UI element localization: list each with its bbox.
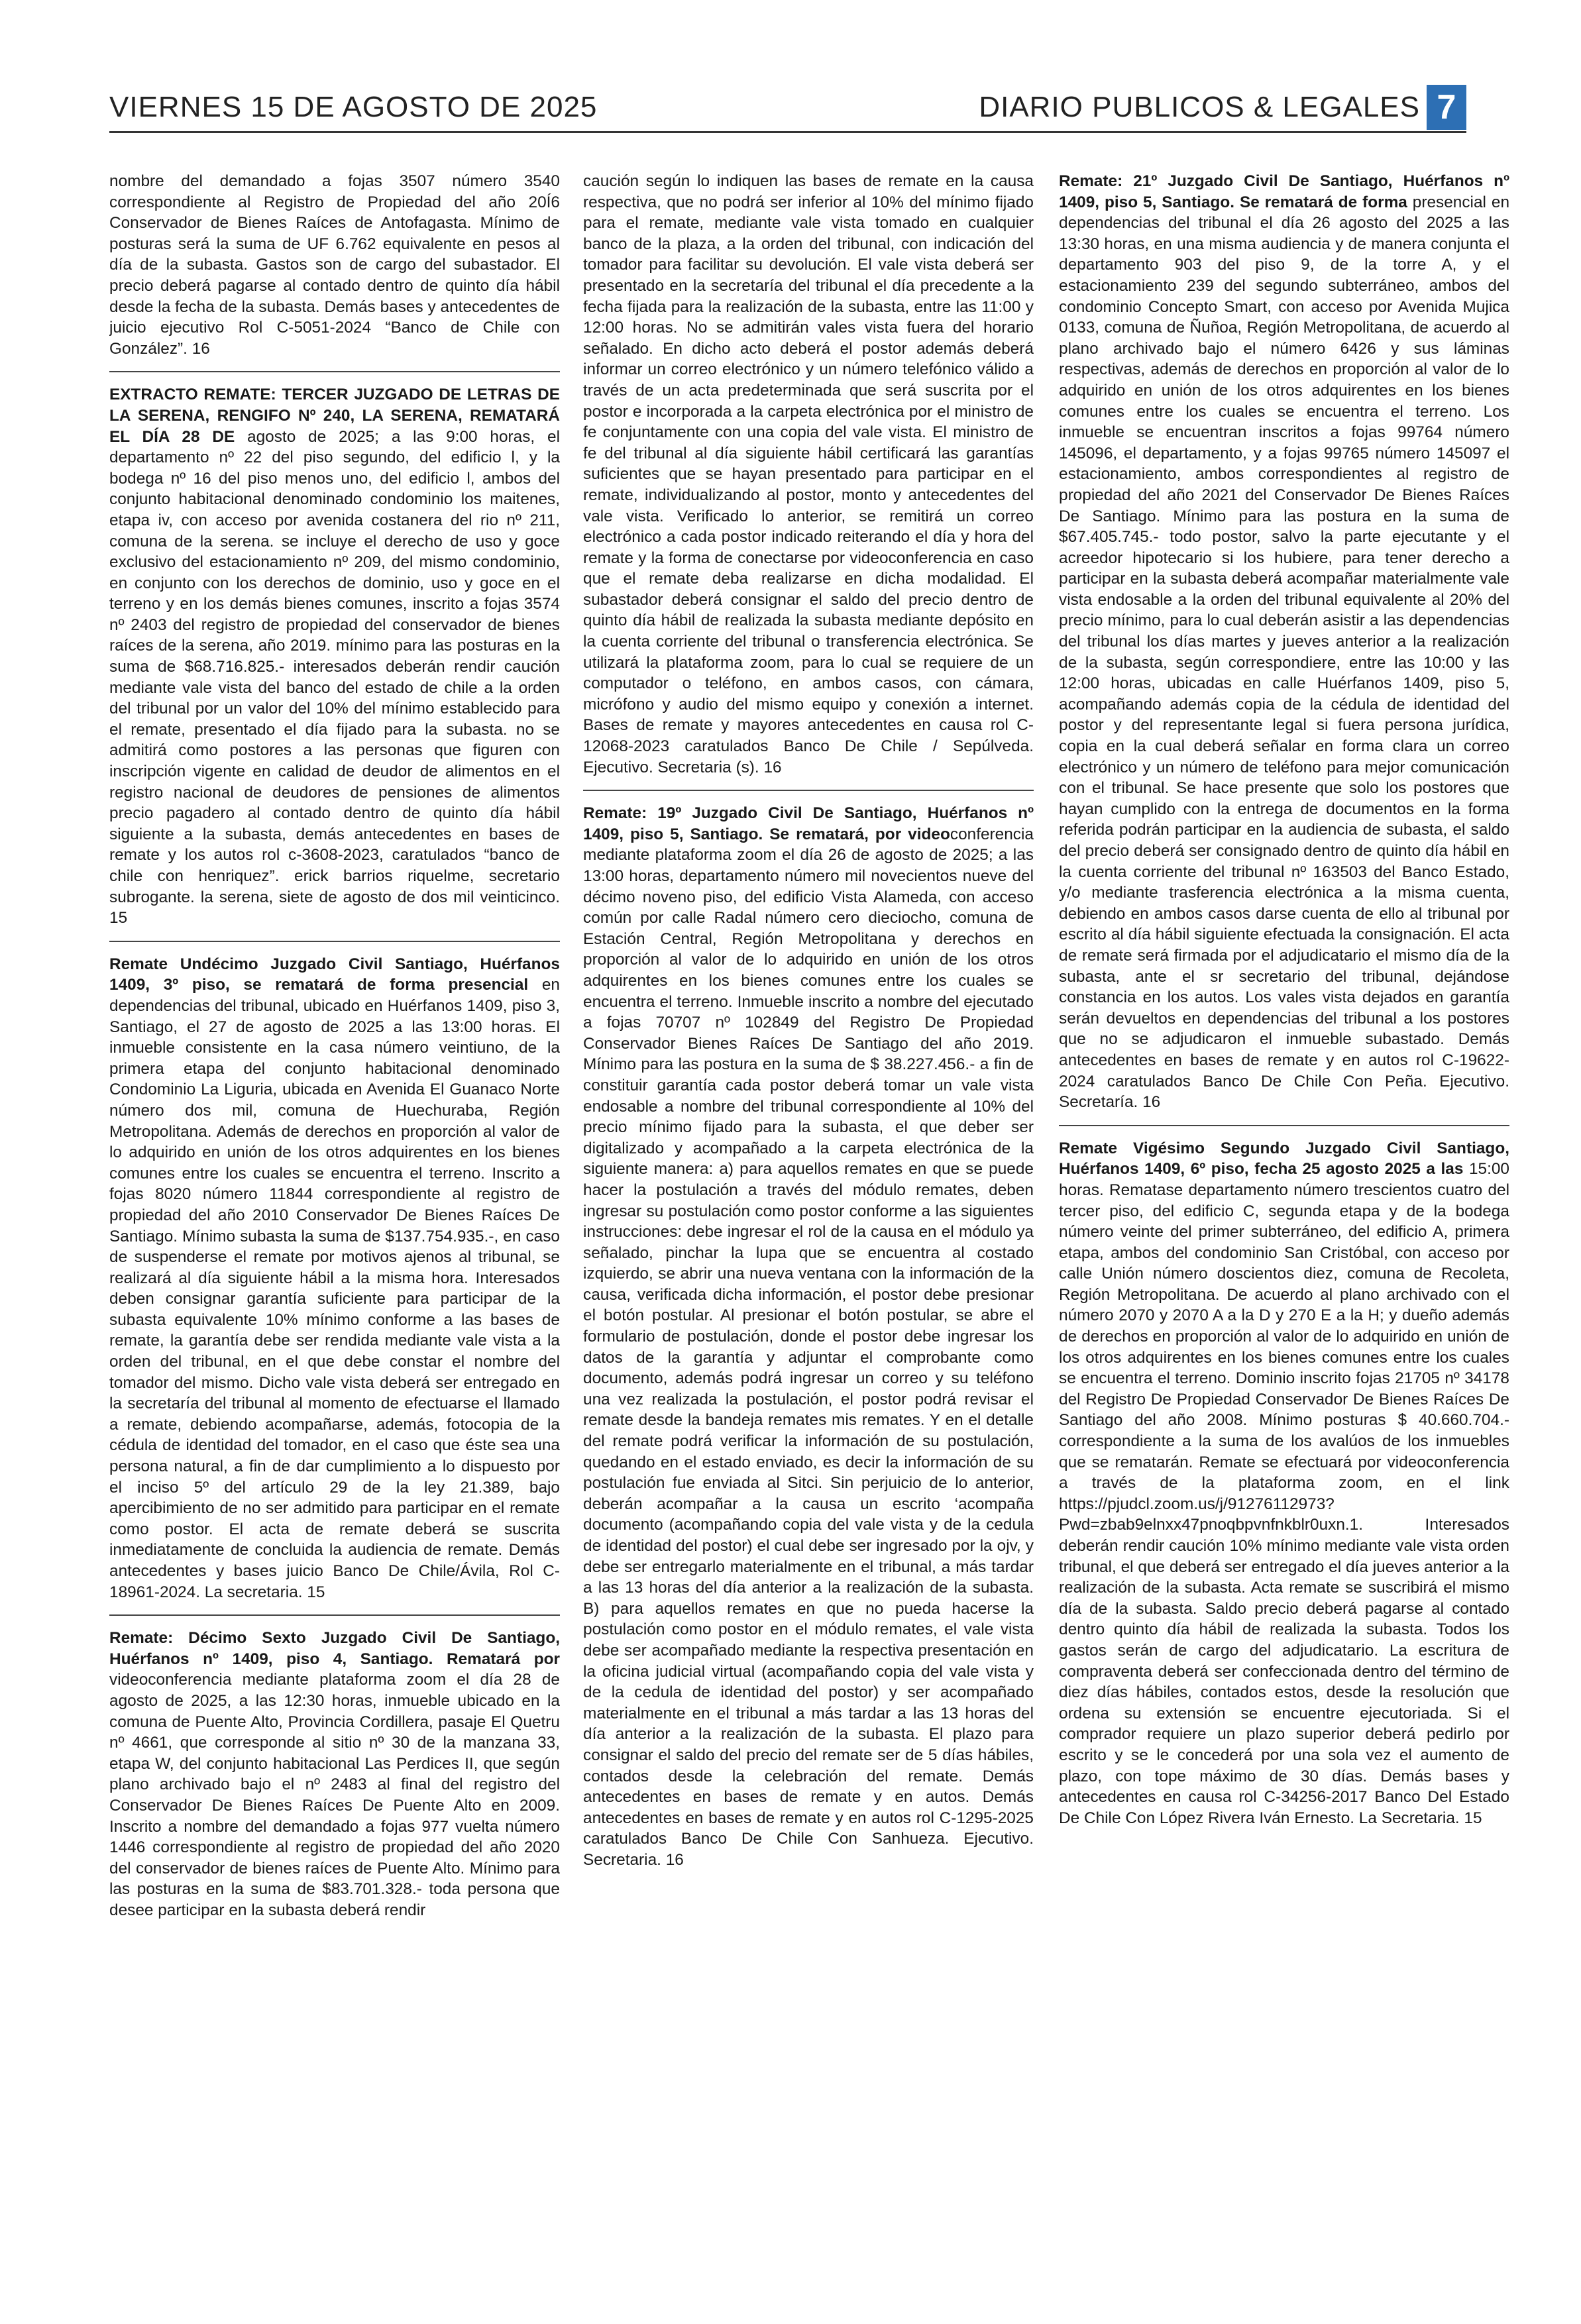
notice-heading: Remate: Décimo Sexto Juzgado Civil De Santiago, Huérfanos nº 1409, piso 4, Santiago. Rematará por [109, 1629, 560, 1668]
page-header [109, 85, 1466, 130]
notice [1059, 171, 1509, 1113]
notice-divider [1059, 1125, 1509, 1126]
notice [109, 384, 560, 928]
notice-heading: Remate Undécimo Juzgado Civil Santiago, Huérfanos 1409, 3º piso, se rematará de forma presencial [109, 955, 560, 994]
notice-body: agosto de 2025; a las 9:00 horas, el departamento nº 22 del piso segundo, del edificio l, y la bodega nº 16 del piso menos uno, del edificio l, ambos del conjunto habitacional denominado condominio los maitenes, etapa iv, con acceso por avenida costanera del rio nº 211, comuna de la serena. se incluye el derecho de uso y goce exclusivo del estacionamiento nº 209, del mismo condominio, en conjunto con los derechos de dominio, uso y goce en el terreno y en los demás bienes comunes, inscrito a fojas 3574 nº 2403 del registro de propiedad del conservador de bienes raíces de la serena, año 2019. mínimo para las posturas en la suma de $68.716.825.- interesados deberán rendir caución mediante vale vista del banco del estado de chile a la orden del tribunal por un valor del 10% del mínimo establecido para el remate, presentado el día fijado para la subasta. no se admitirá como postores a las personas que figuren con inscripción vigente en calidad de deudor de alimentos en el registro nacional de deudores de pensiones de alimentos precio pagadero al contado dentro de quinto día hábil siguiente a la subasta, demás antecedentes en bases de remate y los autos rol c-3608-2023, caratulados “banco de chile con henriquez”. erick barrios riquelme, secretario subrogante. la serena, siete de agosto de dos mil veinticinco. 15 [109, 427, 560, 927]
notice [583, 803, 1034, 1870]
publication-name: DIARIO PUBLICOS & LEGALES [979, 91, 1420, 123]
notice-divider [109, 371, 560, 372]
notice-heading: Remate Vigésimo Segundo Juzgado Civil Santiago, Huérfanos 1409, 6º piso, fecha 25 agosto 2025 a las [1059, 1139, 1509, 1179]
notice-body: nombre del demandado a fojas 3507 número 3540 correspondiente al Registro de Propiedad del año 20Í6 Conservador de Bienes Raíces de Antofagasta. Mínimo de posturas será la suma de UF 6.762 equivalente en pesos al día de la subasta. Gastos son de cargo del subastador. El precio deberá pagarse al contado dentro de quinto día hábil desde la fecha de la subasta. Demás bases y antecedentes de juicio ejecutivo Rol C-5051-2024 “Banco de Chile con González”. 16 [109, 172, 560, 358]
column-2 [583, 171, 1034, 2298]
notice [1059, 1138, 1509, 1829]
notice-divider [109, 1614, 560, 1616]
notice-heading: Remate: 21º Juzgado Civil De Santiago, Huérfanos nº 1409, piso 5, Santiago. Se rematará de forma [1059, 172, 1509, 211]
column-3 [1059, 171, 1509, 2298]
notice-continued [583, 171, 1034, 778]
issue-date: VIERNES 15 DE AGOSTO DE 2025 [109, 91, 598, 123]
notice-heading: EXTRACTO REMATE: TERCER JUZGADO DE LETRAS DE LA SERENA, RENGIFO Nº 240, LA SERENA, REMATARÁ EL DÍA 28 DE [109, 386, 560, 446]
notice-body: 15:00 horas. Rematase departamento número trescientos cuatro del tercer piso, del edificio C, segunda etapa y de la bodega número veinte del primer subterráneo, del edificio A, primera etapa, ambos del condominio San Cristóbal, con acceso por calle Unión número doscientos diez, comuna de Recoleta, Región Metropolitana. De acuerdo al plano archivado con el número 2070 y 2070 A a la D y 270 E a la H; y dueño además de derechos en proporción al valor de lo adquirido en unión de los otros adquirentes en los bienes comunes entre los cuales se encuentra el terreno. Dominio inscrito fojas 21705 nº 34178 del Registro De Propiedad Conservador De Bienes Raíces De Santiago del año 2008. Mínimo posturas $ 40.660.704.- correspondiente a la suma de los avalúos de los inmuebles que se rematarán. Remate se efectuará por videoconferencia a través de la plataforma zoom, en el link https://pjudcl.zoom.us/j/91276112973?Pwd=zbab9elnxx47pnoqbpvnfnkblr0uxn.1. Interesados deberán rendir caución 10% mínimo mediante vale vista orden tribunal, el que deberá ser entregado el día jueves anterior a la realización de la subasta. Acta remate se suscribirá el mismo día de la subasta. Saldo precio deberá pagarse al contado dentro quinto día hábil de realizada la subasta. Todos los gastos serán de cargo del adjudicatario. La escritura de compraventa deberá ser confeccionada dentro del término de diez días hábiles, contados estos, desde la resolución que ordena su extensión se encuentre ejecutoriada. Si el comprador requiere un plazo superior deberá pedirlo por escrito y se le concederá por una sola vez el aumento de plazo, con tope máximo de 30 días. Demás bases y antecedentes en causa rol C-34256-2017 Banco Del Estado De Chile Con López Rivera Iván Ernesto. La Secretaria. 15 [1059, 1160, 1509, 1827]
notice-divider [583, 790, 1034, 791]
header-rule [109, 131, 1466, 133]
notice-body: en dependencias del tribunal, ubicado en Huérfanos 1409, piso 3, Santiago, el 27 de agosto de 2025 a las 13:00 horas. El inmueble consistente en la casa número veintiuno, de la primera etapa del conjunto habitacional denominado Condominio La Liguria, ubicada en Avenida El Guanaco Norte número dos mil, comuna de Huechuraba, Región Metropolitana. Además de derechos en proporción al valor de lo adquirido en unión de los otros adquirentes en los bienes comunes entre los cuales se encuentra el terreno. Inscrito a fojas 8020 número 11844 correspondiente al registro de propiedad del año 2010 Conservador De Bienes Raíces De Santiago. Mínimo subasta la suma de $137.754.935.-, en caso de suspenderse el remate por motivos ajenos al tribunal, se realizará al día siguiente hábil a la misma hora. Interesados deben consignar garantía suficiente para participar de la subasta equivalente 10% mínimo conforme a las bases de remate, la garantía debe ser rendida mediante vale vista a la orden del tribunal, en el que debe constar el nombre del tomador del mismo. Dicho vale vista deberá ser entregado en la secretaría del tribunal al momento de efectuarse el llamado a remate, debiendo acompañarse, además, fotocopia de la cédula de identidad del tomador, en el caso que éste sea una persona natural, a fin de dar cumplimiento a lo dispuesto por el inciso 5º del artículo 29 de la ley 21.389, bajo apercibimiento de no ser admitido para participar en el remate como postor. El acta de remate deberá se suscrita inmediatamente de concluida la audiencia de remate. Demás antecedentes y bases juicio Banco De Chile/Ávila, Rol C-18961-2024. La secretaria. 15 [109, 976, 560, 1601]
column-1 [109, 171, 560, 2298]
notice-heading: Remate: 19º Juzgado Civil De Santiago, Huérfanos nº 1409, piso 5, Santiago. Se rematará, por video [583, 804, 1034, 843]
notice-body: presencial en dependencias del tribunal el día 26 agosto del 2025 a las 13:30 horas, en una misma audiencia y de manera conjunta el departamento 903 del piso 9, de la torre A, y el estacionamiento 239 del segundo subterráneo, ambos del condominio Concepto Smart, con acceso por Avenida Mujica 0133, comuna de Ñuñoa, Región Metropolitana, de acuerdo al plano archivado bajo el número 6426 y sus láminas respectivas, además de derechos en proporción al valor de lo adquirido en unión de los otros adquirentes en los bienes comunes entre los cuales se encuentra el terreno. Los inmueble se encuentran inscritos a fojas 99764 número 145096, el departamento, y a fojas 99765 número 145097 el estacionamiento, ambos correspondientes al registro de propiedad del año 2021 del Conservador De Bienes Raíces De Santiago. Mínimo para las postura en la suma de $67.405.745.- todo postor, salvo la parte ejecutante y el acreedor hipotecario si los hubiere, para tener derecho a participar en la subasta deberá acompañar materialmente vale vista endosable a la orden del tribunal equivalente al 20% del precio mínimo, para lo cual deberán asistir a las dependencias del tribunal los días martes y jueves anterior a la realización de la subasta, según correspondiere, entre las 10:00 y las 12:00 horas, ubicadas en calle Huérfanos 1409, piso 5, acompañando además copia de la cédula de identidad del postor y del representante legal si fuera persona jurídica, copia en la cual deberá señalar en forma clara un correo electrónico y un número de teléfono para mejor comunicación con el tribunal. Se hace presente que solo los postores que hayan cumplido con la entrega de documentos en la forma referida podrán participar en la audiencia de subasta, el saldo del precio deberá ser consignado dentro de quinto día hábil en la cuenta corriente del tribunal nº 163503 del Banco Estado, y/o mediante trasferencia electrónica a la misma cuenta, debiendo en ambos casos darse cuenta de ello al tribunal por escrito al día hábil siguiente efectuada la consignación. El acta de remate será firmada por el adjudicatario el mismo día de la subasta, ante el sr secretario del tribunal, dejándose constancia en los autos. Los vales vista dejados en garantía serán devueltos en dependencias del tribunal a los postores que no se adjudicaron el inmueble subastado. Demás antecedentes en bases de remate y en autos rol C-19622-2024 caratulados Banco De Chile Con Peña. Ejecutivo. Secretaría. 16 [1059, 193, 1509, 1112]
notice [109, 1628, 560, 1921]
notice-body: conferencia mediante plataforma zoom el día 26 de agosto de 2025; a las 13:00 horas, departamento número mil novecientos nueve del décimo noveno piso, del edificio Vista Alameda, con acceso común por calle Radal número cero dieciocho, comuna de Estación Central, Región Metropolitana y derechos en proporción al valor de lo adquirido en unión de los otros adquirentes en los bienes comunes entre los cuales se encuentra el terreno. Inmueble inscrito a nombre del ejecutado a fojas 70707 nº 102849 del Registro De Propiedad Conservador Bienes Raíces De Santiago del año 2019. Mínimo para las postura en la suma de $ 38.227.456.- a fin de constituir garantía cada postor deberá tomar un vale vista endosable a nombre del tribunal correspondiente al 10% del precio mínimo fijado para la subasta, el que deber ser digitalizado y acompañado a la carpeta electrónica de la siguiente manera: a) para aquellos remates en que se puede hacer la postulación a través del módulo remates, deben ingresar su postulación como postor conforme a las siguientes instrucciones: debe ingresar el rol de la causa en el módulo ya señalado, pinchar la lupa que se encuentra al costado izquierdo, se abrir una nueva ventana con la información de la causa, verificada dicha información, el postor debe presionar el botón postular. Al presionar el botón postular, se abre el formulario de postulación, donde el postor debe ingresar los datos de la garantía y adjuntar el comprobante como documento, además podrá ingresar un correo y su teléfono una vez realizada la postulación, el postor podrá revisar el remate desde la bandeja remates mis remates. Y en el detalle del remate podrá verificar la información de su postulación, quedando en el estado enviado, es decir la información de su postulación fue enviada al Sitci. Sin perjuicio de lo anterior, deberán acompañar a la causa un escrito ‘acompaña documento (acompañando copia del vale vista y de la cedula de identidad del postor) el cual debe ser ingresado por la ojv, y debe ser entregarlo materialmente en el tribunal, a más tardar a las 13 horas del día anterior a la realización de la subasta. B) para aquellos remates en que no pueda hacerse la postulación como postor en el módulo remates, el vale vista debe ser acompañado mediante la respectiva presentación en la oficina judicial virtual (acompañando copia del vale vista y de la cedula de identidad del postor) y ser acompañado materialmente en el tribunal a más tardar a las 13 horas del día anterior a la realización de la subasta. El plazo para consignar el saldo del precio del remate ser de 5 días hábiles, contados desde la celebración del remate. Demás antecedentes en bases de remate y en autos. Demás antecedentes en bases de remate y en autos rol C-1295-2025 caratulados Banco De Chile Con Sanhueza. Ejecutivo. Secretaria. 16 [583, 825, 1034, 1869]
notice-continued [109, 171, 560, 359]
notice-divider [109, 941, 560, 942]
notice-body: caución según lo indiquen las bases de remate en la causa respectiva, que no podrá ser inferior al 10% del mínimo fijado para el remate, mediante vale vista tomado en cualquier banco de la plaza, a la orden del tribunal, con indicación del tomador para facilitar su devolución. El vale vista deberá ser presentado en la secretaría del tribunal el día precedente a la fecha fijada para la realización de la subasta, entre las 11:00 y 12:00 horas. No se admitirán vales vista fuera del horario señalado. En dicho acto deberá el postor además deberá informar un correo electrónico y un número telefónico válido a través de un acta predeterminada que será suscrita por el postor e incorporada a la carpeta electrónica por el ministro de fe conjuntamente con una copia del vale vista. El ministro de fe del tribunal al día siguiente hábil certificará las garantías suficientes que se hayan presentado para participar en el remate, individualizando al postor, monto y antecedentes del vale vista. Verificado lo anterior, se remitirá un correo electrónico a cada postor indicado reiterando el día y hora del remate y la forma de conectarse por videoconferencia en caso que el remate deba realizarse en dicha modalidad. El subastador deberá consignar el saldo del precio dentro de quinto día hábil de realizada la subasta mediante depósito en la cuenta corriente del tribunal o transferencia electrónica. Se utilizará la plataforma zoom, para lo cual se requiere de un computador o teléfono, en ambos casos, con cámara, micrófono y audio del mismo equipo y conexión a internet. Bases de remate y mayores antecedentes en causa rol C-12068-2023 caratulados Banco De Chile / Sepúlveda. Ejecutivo. Secretaria (s). 16 [583, 172, 1034, 776]
page-number: 7 [1427, 85, 1466, 130]
notice [109, 954, 560, 1603]
notice-body: videoconferencia mediante plataforma zoom el día 28 de agosto de 2025, a las 12:30 horas, inmueble ubicado en la comuna de Puente Alto, Provincia Cordillera, pasaje El Quetru nº 4661, que corresponde al sitio nº 30 de la manzana 33, etapa W, del conjunto habitacional Las Perdices II, que según plano archivado bajo el nº 2483 al final del registro del Conservador De Bienes Raíces De Puente Alto en 2009. Inscrito a nombre del demandado a fojas 977 vuelta número 1446 correspondiente al registro de propiedad del año 2020 del conservador de bienes raíces de Puente Alto. Mínimo para las posturas en la suma de $83.701.328.- toda persona que desee participar en la subasta deberá rendir [109, 1671, 560, 1919]
